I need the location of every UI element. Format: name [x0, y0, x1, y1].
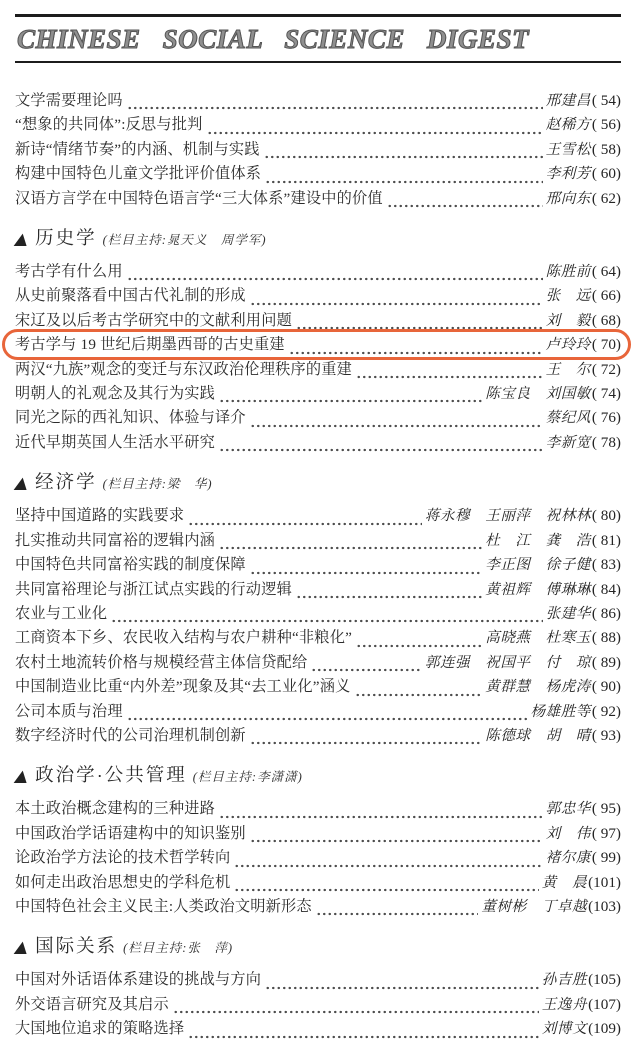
- toc-row: [15, 993, 621, 1017]
- toc-item-authors: 王逸舟: [541, 996, 588, 1013]
- toc-section: [15, 89, 621, 211]
- toc-item-authors: 刘博文: [541, 1021, 588, 1038]
- toc-item-page: ( 70): [591, 336, 621, 354]
- toc-item-authors: 高晓燕 杜寒玉: [485, 630, 591, 647]
- toc-item-title: 中国政治学话语建构中的知识鉴别: [15, 824, 246, 842]
- dotted-leader: [296, 318, 543, 330]
- toc-item-page: ( 54): [591, 92, 621, 109]
- toc-section: [12, 761, 621, 919]
- journal-title: CHINESE SOCIAL SCIENCE DIGEST: [17, 24, 529, 54]
- toc-item-authors: 邢向东: [545, 190, 591, 207]
- toc-row: [15, 113, 621, 137]
- dotted-leader: [173, 1002, 539, 1014]
- toc-item-title: 农业与工业化: [15, 604, 108, 622]
- toc-row: [15, 651, 621, 675]
- dotted-leader: [188, 514, 422, 526]
- toc-row: [15, 602, 621, 626]
- toc-row: [15, 675, 621, 699]
- journal-header: [15, 14, 621, 63]
- toc-item-title: 中国特色社会主义民主:人类政治文明新形态: [15, 897, 312, 915]
- toc-item-page: ( 86): [591, 604, 621, 622]
- toc-item-page: ( 74): [591, 385, 621, 403]
- toc-item-page: ( 64): [591, 263, 621, 281]
- section-items: [15, 260, 621, 455]
- toc-item-authors: 董树彬 丁卓越: [481, 898, 588, 915]
- toc-item-authors: 卢玲玲: [545, 337, 591, 354]
- toc-item-authors: 刘 伟: [545, 825, 591, 842]
- toc-item-authors: 蒋永穆 王丽萍 祝林林: [424, 508, 591, 525]
- toc-item-title: 本土政治概念建构的三种进路: [15, 800, 216, 818]
- toc-item-page: ( 78): [591, 433, 621, 451]
- toc-item-page: ( 95): [591, 800, 621, 818]
- toc-item-title: 汉语方言学在中国特色语言学“三大体系”建设中的价值: [15, 189, 383, 207]
- dotted-leader: [265, 978, 539, 990]
- toc-item-title: “想象的共同体”:反思与批判: [15, 116, 203, 134]
- toc-row: [15, 626, 621, 650]
- toc-item-authors: 陈宝良 刘国敏: [485, 386, 591, 403]
- section-items: [15, 504, 621, 748]
- dotted-leader: [250, 831, 543, 843]
- toc-item-title: 公司本质与治理: [15, 702, 123, 720]
- dotted-leader: [219, 538, 482, 550]
- toc-item-page: ( 99): [591, 849, 621, 867]
- dotted-leader: [250, 294, 543, 306]
- toc-item-authors: 褚尔康: [545, 850, 591, 867]
- toc-section: [12, 224, 621, 455]
- toc-item-title: 数字经济时代的公司治理机制创新: [15, 726, 246, 744]
- toc-row: [15, 578, 621, 602]
- toc-item-page: ( 68): [591, 311, 621, 329]
- section-header: [12, 932, 621, 962]
- dotted-leader: [207, 123, 543, 135]
- toc-item-authors: 杨雄胜等: [530, 703, 591, 720]
- dotted-leader: [264, 147, 543, 159]
- section-marker-icon: ▲: [12, 229, 31, 249]
- toc-item-title: 文学需要理论吗: [15, 92, 123, 109]
- dotted-leader: [111, 611, 542, 623]
- section-header: [12, 224, 621, 254]
- toc-row: [15, 138, 621, 162]
- toc-item-page: (105): [588, 971, 621, 989]
- section-marker-icon: ▲: [12, 766, 31, 786]
- toc-item-page: ( 62): [591, 189, 621, 207]
- toc-row: [15, 284, 621, 308]
- toc-item-page: ( 66): [591, 287, 621, 305]
- dotted-leader: [356, 367, 543, 379]
- toc-item-page: ( 88): [591, 629, 621, 647]
- header-bottom-rule: [15, 61, 621, 63]
- toc-row: [15, 187, 621, 211]
- toc-row: [15, 968, 621, 992]
- toc-item-page: ( 90): [591, 678, 621, 696]
- dotted-leader: [250, 416, 543, 428]
- toc-item-page: ( 93): [591, 726, 621, 744]
- toc-item-page: ( 81): [591, 531, 621, 549]
- toc-item-page: ( 97): [591, 824, 621, 842]
- toc-item-authors: 郭连强 祝国平 付 琼: [424, 654, 591, 671]
- toc-item-authors: 黄祖辉 傅琳琳: [485, 581, 591, 598]
- toc-item-title: 新诗“情绪节奏”的内涵、机制与实践: [15, 140, 260, 158]
- toc-item-authors: 杜 江 龚 浩: [485, 532, 591, 549]
- toc-item-page: (103): [588, 897, 621, 915]
- section-items: [15, 797, 621, 919]
- section-items: [15, 968, 621, 1041]
- toc-item-page: (109): [588, 1020, 621, 1038]
- toc-item-authors: 陈胜前: [545, 264, 591, 281]
- toc-item-page: ( 92): [591, 702, 621, 720]
- section-items: [15, 89, 621, 211]
- dotted-leader: [387, 196, 543, 208]
- toc-item-authors: 黄 晨: [541, 874, 588, 891]
- toc-row: [15, 162, 621, 186]
- section-hosts: (栏目主持:晁天义 周学军): [102, 233, 267, 248]
- toc-item-page: ( 60): [591, 165, 621, 183]
- toc-item-title: 明朝人的礼观念及其行为实践: [15, 385, 216, 403]
- toc-item-authors: 刘 毅: [545, 312, 591, 329]
- toc-row: [15, 89, 621, 113]
- section-title: 历史学: [35, 227, 97, 249]
- toc-item-authors: 李正图 徐子健: [485, 557, 591, 574]
- toc-item-page: (107): [588, 995, 621, 1013]
- section-header: [12, 761, 621, 791]
- toc-item-authors: 黄群慧 杨虎涛: [485, 679, 591, 696]
- section-hosts: (栏目主持:李潇潇): [192, 770, 303, 785]
- toc-item-title: 宋辽及以后考古学研究中的文献利用问题: [15, 311, 292, 329]
- toc-row: [15, 358, 621, 382]
- toc-row: [15, 260, 621, 284]
- toc-item-title: 中国特色共同富裕实践的制度保障: [15, 556, 246, 574]
- toc-item-authors: 李新宽: [545, 434, 591, 451]
- section-hosts: (栏目主持:张 萍): [123, 941, 234, 956]
- toc-row: [15, 382, 621, 406]
- toc-item-title: 从史前聚落看中国古代礼制的形成: [15, 287, 246, 305]
- toc-item-authors: 郭忠华: [545, 801, 591, 818]
- toc-item-title: 大国地位追求的策略选择: [15, 1020, 185, 1038]
- toc-item-authors: 蔡纪风: [545, 410, 591, 427]
- toc-item-authors: 王雪松: [545, 141, 591, 158]
- toc-row: [15, 406, 621, 430]
- toc-item-title: 扎实推动共同富裕的逻辑内涵: [15, 531, 216, 549]
- dotted-leader: [234, 880, 538, 892]
- toc-sections: [12, 89, 621, 1042]
- dotted-leader: [127, 709, 528, 721]
- toc-item-title: 中国对外话语体系建设的挑战与方向: [15, 971, 262, 989]
- dotted-leader: [219, 391, 482, 403]
- dotted-leader: [219, 807, 543, 819]
- toc-item-authors: 王 尔: [545, 361, 591, 378]
- toc-item-authors: 邢建昌: [545, 93, 591, 109]
- toc-item-page: ( 84): [591, 580, 621, 598]
- toc-item-title: 两汉“九族”观念的变迁与东汉政治伦理秩序的重建: [15, 360, 353, 378]
- toc-row: [15, 333, 621, 357]
- toc-row: [15, 895, 621, 919]
- toc-item-page: ( 83): [591, 556, 621, 574]
- toc-item-page: ( 76): [591, 409, 621, 427]
- dotted-leader: [188, 1027, 539, 1039]
- toc-item-page: ( 80): [591, 507, 621, 525]
- section-hosts: (栏目主持:梁 华): [102, 477, 213, 492]
- toc-item-title: 农村土地流转价格与规模经营主体信贷配给: [15, 653, 308, 671]
- toc-row: [15, 724, 621, 748]
- dotted-leader: [355, 685, 483, 697]
- dotted-leader: [219, 440, 543, 452]
- section-title: 政治学·公共管理: [35, 764, 187, 786]
- toc-item-title: 同光之际的西礼知识、体验与译介: [15, 409, 246, 427]
- section-marker-icon: ▲: [12, 473, 31, 493]
- toc-row: [15, 797, 621, 821]
- dotted-leader: [356, 636, 482, 648]
- toc-item-title: 考古学与 19 世纪后期墨西哥的古史重建: [15, 336, 285, 354]
- toc-item-title: 中国制造业比重“内外差”现象及其“去工业化”涵义: [15, 678, 351, 696]
- toc-item-title: 坚持中国道路的实践要求: [15, 507, 185, 525]
- toc-row: [15, 846, 621, 870]
- dotted-leader: [316, 904, 479, 916]
- toc-item-title: 共同富裕理论与浙江试点实践的行动逻辑: [15, 580, 292, 598]
- toc-item-authors: 张 远: [545, 288, 591, 305]
- toc-item-page: ( 56): [591, 116, 621, 134]
- dotted-leader: [296, 587, 482, 599]
- toc-item-page: ( 72): [591, 360, 621, 378]
- toc-item-title: 外交语言研究及其启示: [15, 995, 169, 1013]
- toc-item-authors: 张建华: [545, 605, 591, 622]
- toc-item-title: 考古学有什么用: [15, 263, 123, 281]
- toc-row: [15, 1017, 621, 1041]
- toc-row: [15, 553, 621, 577]
- toc-item-title: 构建中国特色儿童文学批评价值体系: [15, 165, 262, 183]
- dotted-leader: [311, 660, 421, 672]
- dotted-leader: [250, 733, 482, 745]
- toc-section: [12, 468, 621, 748]
- toc-row: [15, 504, 621, 528]
- section-marker-icon: ▲: [12, 937, 31, 957]
- toc-item-title: 工商资本下乡、农民收入结构与农户耕种“非粮化”: [15, 629, 353, 647]
- dotted-leader: [265, 172, 542, 184]
- toc-row: [15, 871, 621, 895]
- toc-item-authors: 陈德球 胡 晴: [485, 727, 591, 744]
- toc-row: [15, 700, 621, 724]
- toc-section: [12, 932, 621, 1041]
- toc-row: [15, 529, 621, 553]
- dotted-leader: [234, 856, 542, 868]
- toc-row: [15, 309, 621, 333]
- toc-item-authors: 赵稀方: [545, 117, 591, 134]
- toc-item-page: ( 58): [591, 140, 621, 158]
- toc-item-title: 如何走出政治思想史的学科危机: [15, 873, 231, 891]
- dotted-leader: [127, 98, 543, 110]
- toc-item-page: ( 89): [591, 653, 621, 671]
- toc-item-authors: 李利芳: [545, 166, 591, 183]
- toc-item-title: 近代早期英国人生活水平研究: [15, 433, 216, 451]
- toc-row: [15, 431, 621, 455]
- toc-item-title: 论政治学方法论的技术哲学转向: [15, 849, 231, 867]
- toc-item-page: (101): [588, 873, 621, 891]
- dotted-leader: [289, 343, 543, 355]
- section-title: 国际关系: [35, 935, 118, 957]
- toc-item-authors: 孙吉胜: [541, 972, 588, 989]
- dotted-leader: [127, 269, 543, 281]
- section-title: 经济学: [35, 471, 97, 493]
- toc-row: [15, 822, 621, 846]
- dotted-leader: [250, 563, 482, 575]
- section-header: [12, 468, 621, 498]
